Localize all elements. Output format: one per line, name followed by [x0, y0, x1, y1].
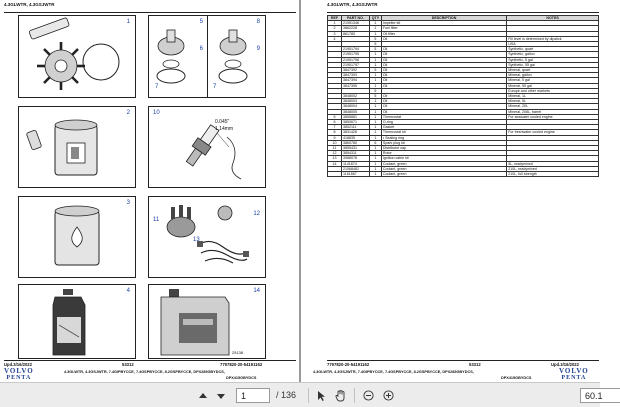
ref-number: 8	[256, 19, 260, 25]
qty-cell: 1	[369, 125, 381, 130]
qty-cell: 1	[369, 31, 381, 36]
description-cell: Coolant, green	[381, 166, 506, 171]
description-cell: Thermostat	[381, 114, 506, 119]
part-illustration-oil-bottle	[18, 284, 136, 359]
footer-doc-number: 53312	[469, 362, 481, 367]
footer-updated: Upd.3/16/2022	[551, 362, 579, 367]
ref-number: 7	[213, 84, 217, 90]
notes-cell: Mineral, 1L	[507, 94, 599, 99]
ref-cell: 8	[328, 130, 342, 135]
qty-cell: 1	[369, 166, 381, 171]
page-total: / 136	[276, 390, 297, 400]
notes-cell: For seawater cooled engine	[507, 114, 599, 119]
description-cell: Rotor	[381, 151, 506, 156]
description-cell: Thermostat kit	[381, 130, 506, 135]
qty-cell: 1	[369, 83, 381, 88]
hand-icon	[335, 390, 346, 402]
zoom-level-input[interactable]: 60.1	[580, 388, 620, 403]
page-number-input[interactable]: 1	[236, 388, 270, 403]
notes-cell: Synthetic, 5 gal	[507, 57, 599, 62]
ref-number: 5	[199, 19, 203, 25]
col-qty: QTY	[369, 16, 381, 21]
logo-penta: PENTA	[6, 375, 32, 381]
document-page-right	[301, 0, 600, 382]
ref-cell: 9	[328, 135, 342, 140]
ref-cell: 3	[328, 31, 342, 36]
qty-cell: 5	[369, 42, 381, 47]
notes-cell: Synthetic, quart	[507, 47, 599, 52]
description-cell: Oil	[381, 99, 506, 104]
part-illustration-spark-plug	[148, 106, 266, 188]
part-illustration-coolant-jug	[148, 284, 266, 359]
footer-models: 4.3GLWTR, 4.3GSJWTR, 7.4GIPBYCCE, 7.4GSPBYCCE, 8.2GSPBYCCE, DPX285GBYDCS,	[313, 370, 474, 374]
description-cell: Oil	[381, 73, 506, 78]
part-illustration-distributor	[148, 196, 266, 278]
description-cell: Oil	[381, 62, 506, 67]
toolbar-separator	[354, 388, 355, 403]
table-row	[328, 172, 599, 177]
footer-rule	[327, 360, 599, 361]
qty-cell: 1	[369, 78, 381, 83]
description-cell: Distributor cap	[381, 146, 506, 151]
previous-page-button[interactable]	[196, 389, 209, 402]
part-illustration-fuel-filter	[18, 106, 136, 188]
description-cell: Gasket	[381, 125, 506, 130]
qty-cell: 1	[369, 172, 381, 177]
part-number-cell: 3847395	[341, 83, 369, 88]
part-number-cell: 3855881	[341, 114, 369, 119]
description-cell: Impeller kit	[381, 21, 506, 26]
impeller-kit-icon	[19, 16, 135, 97]
description-cell: Coolant, green	[381, 172, 506, 177]
description-cell: Oil	[381, 104, 506, 109]
logo-volvo: VOLVO	[559, 367, 589, 375]
qty-cell: 1	[369, 52, 381, 57]
minus-circle-icon	[363, 390, 374, 401]
ref-cell: 11	[328, 146, 342, 151]
ref-number: 2	[126, 110, 130, 116]
notes-cell: For freshwater cooled engine	[507, 130, 599, 135]
qty-cell: 1	[369, 21, 381, 26]
spark-gap-mm: 1.14mm	[215, 126, 234, 132]
volvo-penta-logo	[559, 368, 589, 381]
ref-number: 7	[155, 84, 159, 90]
part-number-cell: 3847393	[341, 73, 369, 78]
part-number-cell: 861780	[341, 31, 369, 36]
part-illustration-thermostats	[148, 15, 266, 98]
part-number-cell: 418835	[341, 135, 369, 140]
ref-number: 3	[126, 200, 130, 206]
part-number-cell: 3831426	[341, 130, 369, 135]
part-number-cell: 3852111	[341, 125, 369, 130]
qty-cell: 1	[369, 120, 381, 125]
spark-gap-inch: 0.045"	[215, 119, 230, 125]
footer-updated: Upd.3/16/2022	[4, 362, 32, 367]
plus-circle-icon	[383, 390, 394, 401]
distributor-icon	[149, 197, 265, 277]
notes-cell: Mineral, 20L	[507, 104, 599, 109]
description-cell: Oil	[381, 78, 506, 83]
select-tool-button[interactable]	[314, 389, 327, 402]
part-number-cell: 1161667	[341, 172, 369, 177]
notes-cell: USA	[507, 42, 599, 47]
qty-cell: 1	[369, 99, 381, 104]
ref-cell: 1	[328, 21, 342, 26]
ref-number: 6	[199, 46, 203, 52]
ref-number: 12	[253, 211, 260, 217]
ref-cell: 7	[328, 125, 342, 130]
ref-number: 4	[126, 288, 130, 294]
ref-number: 9	[256, 46, 260, 52]
volvo-penta-logo	[4, 368, 34, 381]
part-number-cell: 3848003	[341, 99, 369, 104]
ref-cell: 2	[328, 26, 342, 31]
footer-models: 4.3GLWTR, 4.3GSJWTR, 7.4GIPBYCCE, 7.4GSPBYCCE, 8.2GSPBYCCE, DPX285GBYDCS,	[64, 370, 225, 374]
zoom-in-button[interactable]	[382, 389, 395, 402]
description-cell: Oil	[381, 57, 506, 62]
part-number-cell: 1141674	[341, 161, 369, 166]
notes-cell: Mineral, 208L, barrel	[507, 109, 599, 114]
figure-id: 25138	[232, 350, 244, 355]
col-ref: REF	[328, 16, 342, 21]
ref-cell: 14	[328, 161, 342, 166]
description-cell: Coolant, green	[381, 161, 506, 166]
notes-cell: Mineral, 55 gal	[507, 83, 599, 88]
document-page-left	[0, 0, 299, 382]
part-number-cell: 3854311	[341, 151, 369, 156]
notes-cell: Mineral, 5L	[507, 99, 599, 104]
qty-cell: 1	[369, 151, 381, 156]
notes-cell: Synthetic, gallon	[507, 52, 599, 57]
description-cell: Oil	[381, 109, 506, 114]
qty-cell: 5	[369, 68, 381, 73]
description-cell: Oil	[381, 68, 506, 73]
notes-cell: 5L, readymixed	[507, 161, 599, 166]
part-number-cell: 3862228	[341, 26, 369, 31]
toolbar-separator	[308, 388, 309, 403]
description-cell: Oil	[381, 36, 506, 41]
part-number-cell: 3860780	[341, 140, 369, 145]
qty-cell: 1	[369, 57, 381, 62]
header-rule	[327, 12, 599, 13]
arrow-up-icon	[198, 391, 208, 401]
oil-bottle-icon	[19, 285, 135, 358]
page-header: 4.3GLWTR, 4.3GSJWTR	[4, 2, 55, 7]
logo-penta: PENTA	[561, 375, 587, 381]
viewer-toolbar	[0, 382, 603, 407]
footer-models-cont: DPX415GBYDCS	[226, 376, 257, 380]
description-cell: Oil	[381, 47, 506, 52]
notes-cell: Mineral, quart	[507, 68, 599, 73]
coolant-jug-icon	[149, 285, 265, 358]
cursor-icon	[316, 390, 326, 402]
ref-number: 1	[126, 19, 130, 25]
qty-cell: 1	[369, 26, 381, 31]
ref-cell: 6	[328, 120, 342, 125]
qty-cell: 1	[369, 62, 381, 67]
qty-cell: 6	[369, 140, 381, 145]
col-description: DESCRIPTION	[381, 16, 506, 21]
part-number-cell: 3848005	[341, 109, 369, 114]
part-illustration-impeller-kit	[18, 15, 136, 98]
part-number-cell: 21951797	[341, 62, 369, 67]
ref-number: 14	[253, 288, 260, 294]
ref-number: 11	[153, 217, 160, 223]
header-rule	[4, 12, 296, 13]
ref-number: 13	[193, 237, 200, 243]
part-number-cell: 3847394	[341, 78, 369, 83]
ref-cell	[328, 172, 342, 177]
part-number-cell: 3847392	[341, 68, 369, 73]
qty-cell: 1	[369, 104, 381, 109]
part-number-cell: 3855431	[341, 146, 369, 151]
fuel-filter-icon	[19, 107, 135, 187]
part-number-cell: 21951796	[341, 57, 369, 62]
parts-table	[327, 15, 599, 177]
col-notes: NOTES	[507, 16, 599, 21]
part-number-cell: 21068481	[341, 166, 369, 171]
description-cell: O-ring	[381, 120, 506, 125]
logo-volvo: VOLVO	[4, 367, 34, 375]
footer-catalog-number: 7797820-20-54191162	[327, 362, 370, 367]
notes-cell: Mineral, 5 gal	[507, 78, 599, 83]
description-cell: • Sealing ring	[381, 135, 506, 140]
qty-cell: 1	[369, 161, 381, 166]
next-page-button[interactable]	[214, 389, 227, 402]
footer-catalog-number: 7797820-20-54191162	[220, 362, 263, 367]
ref-cell: 12	[328, 151, 342, 156]
qty-cell: 1	[369, 130, 381, 135]
description-cell: Oil	[381, 83, 506, 88]
ref-cell: 5	[328, 114, 342, 119]
description-cell: Ignition cable kit	[381, 156, 506, 161]
qty-cell: 1	[369, 109, 381, 114]
qty-cell: 5	[369, 94, 381, 99]
part-number-cell: 3848004	[341, 104, 369, 109]
ref-number: 10	[153, 110, 160, 116]
description-cell: Oil	[381, 52, 506, 57]
qty-cell: 1	[369, 156, 381, 161]
notes-cell: Synthetic, 55 gal	[507, 62, 599, 67]
col-part-no: PART NO.	[341, 16, 369, 21]
notes-cell: Mineral, gallon	[507, 73, 599, 78]
spark-plug-icon	[149, 107, 265, 187]
notes-cell: 210L, full strength	[507, 172, 599, 177]
ref-cell: 10	[328, 140, 342, 145]
qty-cell: 5	[369, 36, 381, 41]
ref-cell: 13	[328, 156, 342, 161]
ref-cell: 4	[328, 36, 342, 41]
arrow-down-icon	[216, 391, 226, 401]
cell-divider	[207, 16, 208, 97]
part-illustration-oil-filter	[18, 196, 136, 278]
part-number-cell: 3988078	[341, 156, 369, 161]
hand-tool-button[interactable]	[334, 389, 347, 402]
footer-rule	[4, 360, 296, 361]
oil-filter-icon	[19, 197, 135, 277]
footer-models-cont: DPX415GBYDCS	[501, 376, 532, 380]
qty-cell: 5	[369, 47, 381, 52]
part-number-cell: 21951794	[341, 47, 369, 52]
description-cell: Fuel filter	[381, 26, 506, 31]
qty-cell: 5	[369, 88, 381, 93]
notes-cell: Fill level is determined by dipstick	[507, 36, 599, 41]
notes-cell: 210L, readymixed	[507, 166, 599, 171]
part-number-cell: 21951795	[341, 52, 369, 57]
description-cell: Spark plug kit	[381, 140, 506, 145]
part-number-cell: 21951346	[341, 21, 369, 26]
qty-cell: 1	[369, 114, 381, 119]
part-number-cell: 3848002	[341, 94, 369, 99]
description-cell: Oil	[381, 94, 506, 99]
page-header: 4.3GLWTR, 4.3GSJWTR	[327, 2, 378, 7]
qty-cell: 1	[369, 73, 381, 78]
zoom-out-button[interactable]	[362, 389, 375, 402]
notes-cell: Europe and other markets	[507, 88, 599, 93]
qty-cell: 1	[369, 146, 381, 151]
description-cell: Oil filter	[381, 31, 506, 36]
part-number-cell: 3850671	[341, 120, 369, 125]
footer-doc-number: 53312	[122, 362, 134, 367]
qty-cell: 1	[369, 135, 381, 140]
